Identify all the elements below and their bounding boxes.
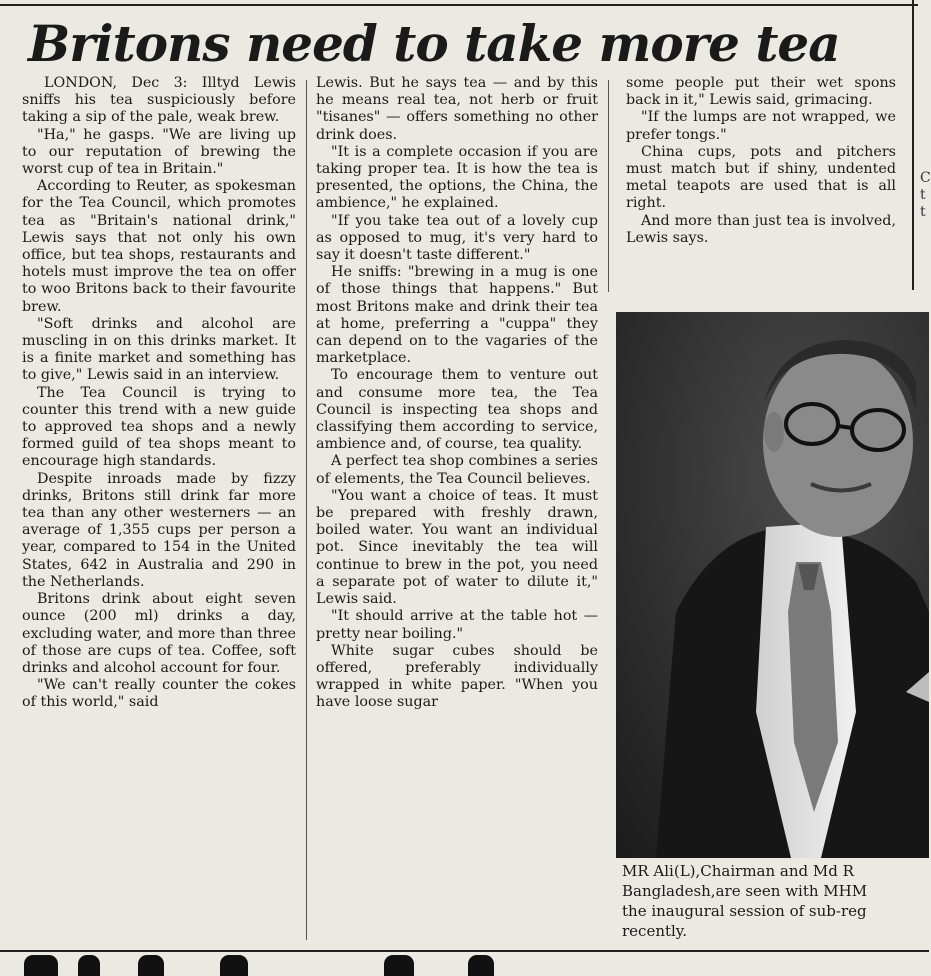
paragraph: LONDON, Dec 3: Illtyd Lewis sniffs his tea suspiciously before taking a sip of the pale, weak brew. [22,75,296,126]
glyph-fragment [78,955,100,976]
paragraph: "We can't really counter the cokes of this world," said [22,677,296,711]
right-edge-rule [912,0,914,290]
paragraph: Lewis. But he says tea — and by this he means real tea, not herb or fruit "tisanes" — offers something no other drink does. [316,75,598,143]
glyph-fragment [468,955,494,976]
paragraph: "Soft drinks and alcohol are muscling in on this drinks market. It is a finite market and something has to give," Lewis said in an interview. [22,315,296,384]
next-headline-fragment [0,955,929,976]
portrait-illustration [616,312,929,858]
caption-line: Bangladesh,are seen with MHM [622,882,868,900]
photo-caption [622,861,929,951]
paragraph: "It should arrive at the table hot — pretty near boiling." [316,608,598,642]
caption-line: the inaugural session of sub-reg [622,902,867,920]
paragraph: "If the lumps are not wrapped, we prefer tongs." [626,109,896,143]
glyph-fragment [384,955,414,976]
glyph-fragment [220,955,248,976]
article-column-3 [626,75,896,290]
fragment-letter: t [920,204,926,220]
caption-line: recently. [622,922,688,940]
paragraph: "If you take tea out of a lovely cup as opposed to mug, it's very hard to say it doesn't taste different." [316,212,598,264]
paragraph: A perfect tea shop combines a series of elements, the Tea Council believes. [316,453,599,487]
fragment-letter: t [920,187,926,203]
paragraph: The Tea Council is trying to counter this trend with a new guide to approved tea shops and a newly formed guild of tea shops meant to encourage high standards. [22,384,296,470]
paragraph: Britons drink about eight seven ounce (200 ml) drinks a day, excluding water, and more than three of those are cups of tea. Coffee, soft drinks and alcohol account for four. [22,591,296,676]
paragraph: "Ha," he gasps. "We are living up to our reputation of brewing the worst cup of tea in Britain." [22,126,296,178]
article-column-1 [22,75,296,945]
article-column-2 [316,75,598,945]
paragraph: "You want a choice of teas. It must be prepared with freshly drawn, boiled water. You want an individual pot. Since inevitably the tea will continue to brew in the pot, you need a separate pot of water to dilute it," Lewis said. [316,487,598,608]
paragraph: "It is a complete occasion if you are taking proper tea. It is how the tea is presented, the options, the China, the ambience," he explained. [316,143,598,212]
glyph-fragment [24,955,58,976]
paragraph: Despite inroads made by fizzy drinks, Britons still drink far more tea than any other westerners — an average of 1,355 cups per person a year, compared to 154 in the United States, 642 in Australia and 290 in the Netherlands. [22,470,296,590]
paragraph: White sugar cubes should be offered, preferably individually wrapped in white paper. "When you have loose sugar [316,642,598,711]
column-divider-1 [306,80,307,940]
paragraph: some people put their wet spons back in it," Lewis said, grimacing. [626,75,896,109]
caption-line: MR Ali(L),Chairman and Md R [622,862,854,880]
glyph-fragment [138,955,164,976]
adjacent-article-fragment [920,170,930,221]
top-rule [0,4,918,6]
news-photo [616,312,929,858]
paragraph: China cups, pots and pitchers must match but if shiny, undented metal teapots are used that is all right. [626,143,896,212]
fragment-letter: C [920,170,931,186]
headline: Britons need to take more tea [28,14,840,73]
column-divider-2 [608,80,609,292]
paragraph: According to Reuter, as spokesman for the Tea Council, which promotes tea as "Britain's national drink," Lewis says that not only his own office, but tea shops, restaurants and hotels must improve the tea on offer to woo Britons back to their favourite brew. [22,178,296,315]
paragraph: He sniffs: "brewing in a mug is one of those things that happens." But most Britons make and drink their tea at home, preferring a "cuppa" they can depend on to the vagaries of the marketplace. [316,264,598,367]
paragraph: To encourage them to venture out and consume more tea, the Tea Council is inspecting tea shops and classifying them according to service, ambience and, of course, tea quality. [316,367,598,453]
bottom-rule [0,950,929,952]
paragraph: And more than just tea is involved, Lewis says. [626,212,896,246]
